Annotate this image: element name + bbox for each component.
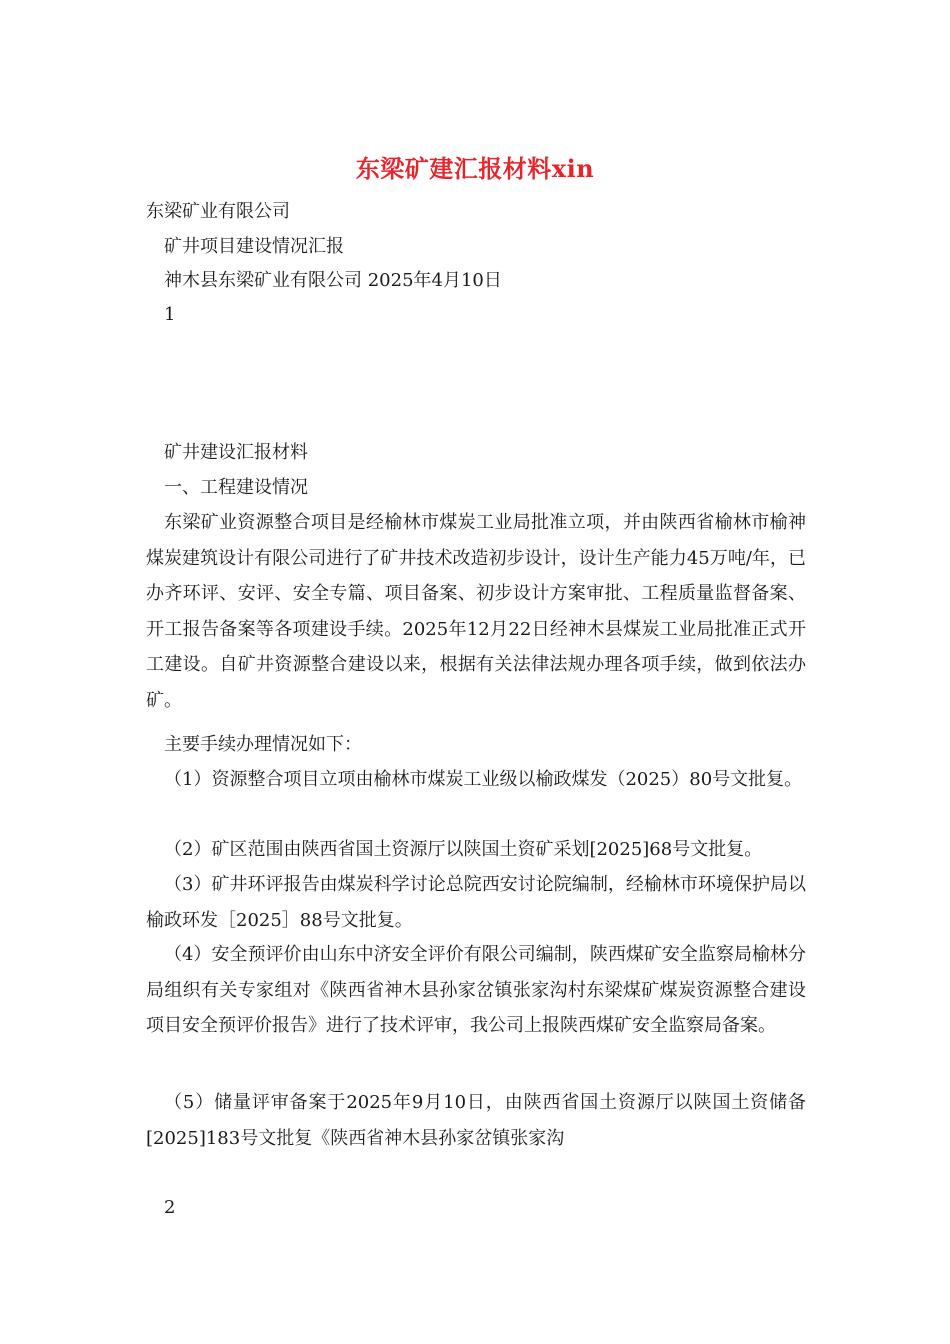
list-item-2: （2）矿区范围由陕西省国土资源厅以陕国土资矿采划[2025]68号文批复。 [164,839,763,860]
list-item-1: （1）资源整合项目立项由榆林市煤炭工业级以榆政煤发（2025）80号文批复。 [164,769,803,790]
signature-line: 神木县东梁矿业有限公司 2025年4月10日 [164,270,502,291]
list-item-5: （5）储量评审备案于2025年9月10日，由陕西省国土资源厅以陕国土资储备[2025]183号文批复《陕西省神木县孙家岔镇张家沟 [146,1092,806,1149]
report-name: 矿井项目建设情况汇报 [164,236,344,257]
document-title: 东梁矿建汇报材料xin [355,154,595,183]
page-number: 2 [164,1197,176,1218]
page-number: 1 [164,304,176,325]
doc-heading: 矿井建设汇报材料 [164,442,308,463]
section-heading: 一、工程建设情况 [164,477,308,498]
list-item-3: （3）矿井环评报告由煤炭科学讨论总院西安讨论院编制，经榆林市环境保护局以榆政环发［2025］88号文批复。 [146,874,806,931]
company-name: 东梁矿业有限公司 [146,201,290,222]
intro-paragraph: 东梁矿业资源整合项目是经榆林市煤炭工业局批准立项，并由陕西省榆林市榆神煤炭建筑设计有限公司进行了矿井技术改造初步设计，设计生产能力45万吨/年，已办齐环评、安评、安全专篇、项目备案、初步设计方案审批、工程质量监督备案、开工报告备案等各项建设手续。2025年12月22日经神木县煤炭工业局批准正式开工建设。自矿井资源整合建设以来，根据有关法律法规办理各项手续，做到依法办矿。 [146,512,806,711]
procedures-heading: 主要手续办理情况如下： [164,734,362,755]
list-item-4: （4）安全预评价由山东中济安全评价有限公司编制，陕西煤矿安全监察局榆林分局组织有关专家组对《陕西省神木县孙家岔镇张家沟村东梁煤矿煤炭资源整合建设项目安全预评价报告》进行了技术评审，我公司上报陕西煤矿安全监察局备案。 [146,944,806,1036]
